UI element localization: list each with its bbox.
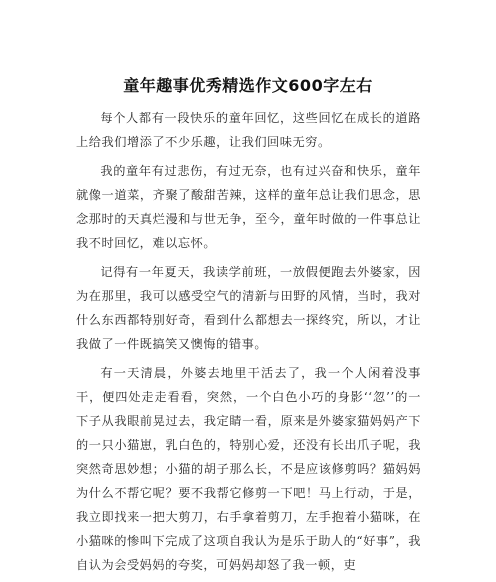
paragraph-summer: 记得有一年夏天，我读学前班，一放假便跑去外婆家，因为在那里，我可以感受空气的清新与田野的风情，当时，我对什么东西都特别好奇，看到什么都想去一探终究，所以，才让我做了一件既搞笑又懊悔的错事。 — [76, 265, 421, 351]
paragraph-kitten: 有一天清晨，外婆去地里干活去了，我一个人闲着没事干，便四处走走看看，突然，一个白色小巧的身影‘‘忽’’的一下子从我眼前晃过去，我定睛一看，原来是外婆家猫妈妈产下的一只小猫崽，乳白色的，特别心爱，还没有长出爪子呢，我突然奇思妙想；小猫的胡子那么长，不是应该修剪吗？猫妈妈为什么不帮它呢？要不我帮它修剪一下吧！马上行动，于是，我立即找来一把大剪刀，右手拿着剪刀，左手抱着小猫咪，在小猫咪的惨叫下完成了这项自我认为是乐于助人的“好事”，我自认为会受妈妈的夸奖，可妈妈却怒了我一顿，吏 — [76, 366, 421, 572]
document-body — [76, 106, 421, 582]
paragraph-childhood: 我的童年有过悲伤，有过无奈，也有过兴奋和快乐，童年就像一道菜，齐聚了酸甜苦辣，这样的童年总让我们思念，思念那时的天真烂漫和与世无争，至今，童年时做的一件事总让我不时回忆，难以忘怀。 — [76, 164, 421, 250]
document-title: 童年趣事优秀精选作文600字左右 — [123, 76, 373, 95]
paragraph-intro: 每个人都有一段快乐的童年回忆，这些回忆在成长的道路上给我们增添了不少乐趣，让我们回味无穷。 — [76, 111, 421, 149]
